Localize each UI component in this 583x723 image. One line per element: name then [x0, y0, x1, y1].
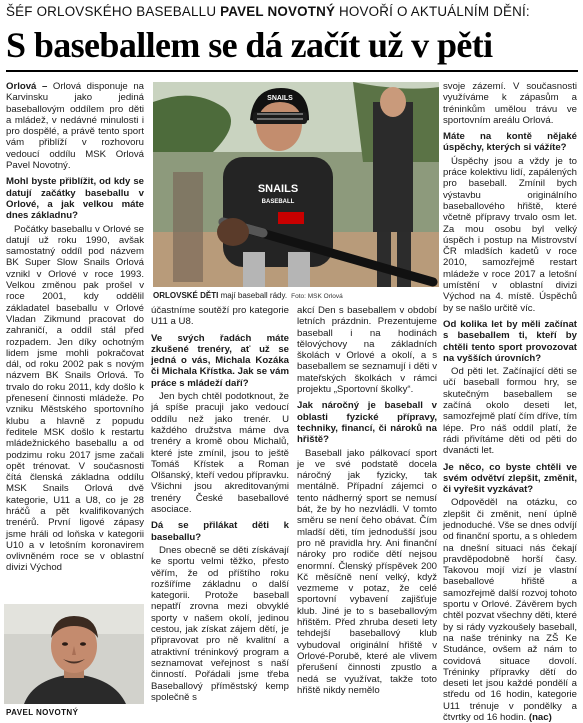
- question-4: Jak náročný je baseball v oblasti fyzické přípravy, techniky, financí, či nároků na hřiště?: [297, 400, 437, 446]
- answer-6: Od pěti let. Začínající děti se učí baseball formou hry, se skutečným baseballem se začíná okolo deseti let, samozřejmě platí čím dříve, tím lépe. Pro náš oddíl platí, že rádi přivítáme děti od pěti do dvanácti let.: [443, 366, 577, 457]
- question-1: Mohl byste přiblížit, od kdy se datují začátky baseballu v Orlové, a jak velkou máte dnes základnu?: [6, 176, 144, 222]
- lead-paragraph: [6, 81, 144, 171]
- headline-rule: [6, 70, 578, 72]
- column-4: [443, 81, 577, 723]
- answer-1: Počátky baseballu v Orlové se datují už roku 1990, avšak samostatný oddíl pod názvem BK Super Slow Snails Orlová vznikl v Orlové v roce 1993. Velkou změnou pak prošel v roce 2001, kdy oddělil základatel baseballu v Orlové Vladan Zikmund pracovat do zahraničí, a oddíl stál před rozpadem. Jen díky ochotným lidem jsme mohli pokračovat dál, od roku 2002 pak s novým názvem BK Snails Orlová. To trvalo do roku 2011, kdy došlo k přenesení činnosti mládeže. Po vzniku Městského sportovního klubu a hlavně z popudu ředitele MSK došlo k restartu mládežnického baseballu a od podzimu roku 2017 jsme začali opět trénovat. V současnosti čítá členská základna oddílu MSK Snails Orlová dvě kategorie, U11 a U8, co je 28 hráčů a pět kvalifikovaných trenérů. První ligové zápasy jsme hráli od loňska v kategorii U10 a v letošním koronavirem ovlivněném roce se v oblastní divizi Východ: [6, 223, 144, 574]
- kicker-post: HOVOŘÍ O AKTUÁLNÍM DĚNÍ:: [335, 4, 530, 19]
- photo-caption: [153, 291, 443, 302]
- headline: S baseballem se dá začít už v pěti: [6, 25, 493, 65]
- answer-7: [443, 497, 577, 723]
- answer-3: Dnes obecně se děti získávají ke sportu velmi těžko, přesto věřím, že od příštího roku rozšíříme základnu o další kategorii. Protože baseball nepatří zrovna mezi obvyklé sporty v našem okolí, jedinou cestou, jak získat zájem dětí, je připravovat pro ně kvalitní a atraktivní tréninkový program a seznamovat veřejnost s naší činností. Pořádali jsme třeba Baseballový příměstský kemp společně s: [151, 544, 289, 703]
- question-7: Je něco, co byste chtěli ve svém odvětví zlepšit, změnit, či vyřešit vyzkávat?: [443, 461, 577, 496]
- col2-continuation: účastníme soutěží pro kategorie U11 a U8.: [151, 305, 289, 328]
- question-3: Dá se přilákat děti k baseballu?: [151, 520, 289, 543]
- caption-bold: ORLOVSKÉ DĚTI: [153, 291, 219, 300]
- lead-place: Orlová –: [6, 81, 48, 92]
- column-2: [151, 305, 289, 717]
- col3-continuation: akcí Den s baseballem v období letních prázdnin. Prezentujeme baseball i na hodinách tělovýchovy na základních školách v Orlové a okolí, a s baseballem se seznamují i děti v mateřských školkách v rámci projektu „Sportovní školky“.: [297, 305, 437, 396]
- kicker-name: PAVEL NOVOTNÝ: [220, 4, 336, 19]
- question-6: Od kolika let by měli začínat s baseballem ti, kteří by chtěli tento sport provozovat na vyšších úrovních?: [443, 318, 577, 364]
- col4-continuation: svoje zázemí. V současnosti využíváme k zápasům a tréninkům umělou trávu ve sportovním areálu Orlová.: [443, 81, 577, 126]
- portrait-name: PAVEL NOVOTNÝ: [6, 708, 79, 717]
- main-photo: [153, 82, 439, 287]
- jersey-subtext: BASEBALL: [261, 199, 295, 205]
- kicker-pre: ŠÉF ORLOVSKÉHO BASEBALLU: [6, 4, 221, 19]
- jersey-text: SNAILS: [257, 183, 299, 195]
- helmet-text: SNAILS: [267, 95, 293, 102]
- kicker: [6, 4, 578, 19]
- portrait-image: [4, 604, 144, 704]
- lead-text: Orlová disponuje na Karvinsku jako jediná baseballovým oddílem pro děti a mládež, v nedávné minulosti i pro dospělé, a právě tento sport vám přiblíží v rozhovoru vedoucí oddílu MSK Orlová Pavel Novotný.: [6, 81, 144, 172]
- photo-credit: Foto: MSK Orlová: [291, 293, 343, 300]
- question-2: Ve svých řadách máte zkušené trenéry, ať už se jedná o vás, Michala Kozáka či Michala Křístka. Jak se vám práce s mládeží daří?: [151, 332, 289, 389]
- caption-text: mají baseball rády.: [218, 291, 288, 300]
- answer-7-text: Odpověděl na otázku, co zlepšit či změnit, není úplně jednoduché. Vše se dnes odvíjí od finanční sportu, a s ohledem na dnešní situaci nás čekají pravděpodobně horší časy. Takovou mojí vizí je vlastní baseballové hřiště a samozřejmě další rozvoj tohoto sportu v Orlové. Závěrem bych chtěl pozvat všechny děti, které by si rády vyzkoušely baseball, na naše tréninky na ZŠ Ke Studánce, ovšem až nám to covidová situace dovolí. Tréninky přípravky dětí do deseti let jsou každé pondělí a středu od 16 hodin, kategorie U11 trénuje v pondělky a čtvrtky od 16 hodin.: [443, 497, 577, 723]
- author-signature: (nac): [526, 712, 552, 723]
- column-1: [6, 81, 144, 601]
- answer-2: Jen bych chtěl podotknout, že já spíše pracuji jako vedoucí oddílu než jako trenér. U každého družstva máme dva trenéry a kromě obou Michalů, které jste zmínil, jsou to ještě Tomáš Křístek a Roman Olšanský, kteří vedou přípravku. Všichni jsou akreditovanými trenéry České baseballové asociace.: [151, 391, 289, 516]
- answer-5: Úspěchy jsou a vždy je to práce kolektivu lidí, zapálených pro baseball. Zmínil bych výstavbu originálního baseballového hřiště, které včetně přípravy trvalo osm let. Za mou osobu byl velký úspěch i postup na Mistrovství ČR mladších kadetů v roce 2010, samozřejmě restart mládeže v roce 2017 a letošní umístění v oblastní divizi Východ na 4. místě. Úspěchů by se našlo určitě víc.: [443, 155, 577, 314]
- portrait-photo: [4, 604, 144, 704]
- batter-image: [153, 82, 439, 287]
- question-5: Máte na kontě nějaké úspěchy, kterých si vážíte?: [443, 131, 577, 154]
- answer-4: Baseball jako pálkovací sport je ve své podstatě docela náročný jak fyzicky, tak mentálně. Případní zájemci o tento nádherný sport se nemusí bát, že by ho nezvládli. V tomto směru se není čeho obávat. Čím mladší děti, tím jednodušší jsou pro ně pravidla hry. Ani finanční nároky pro rodiče dětí nejsou enormní. Členský příspěvek 200 Kč měsíčně není velký, když vezmeme v potaz, že celé sportovní vybavení zajišťuje klub. Jiné je to s baseballovým hřištěm. Před zhruba deseti lety tehdejší baseballový klub vybudoval originální hřiště v Orlové-Porubě, které ale vlivem přerušení činnosti zpustlo a nedá se využívat, takže toto hřiště nikdy nemělo: [297, 447, 437, 696]
- column-3: [297, 305, 437, 717]
